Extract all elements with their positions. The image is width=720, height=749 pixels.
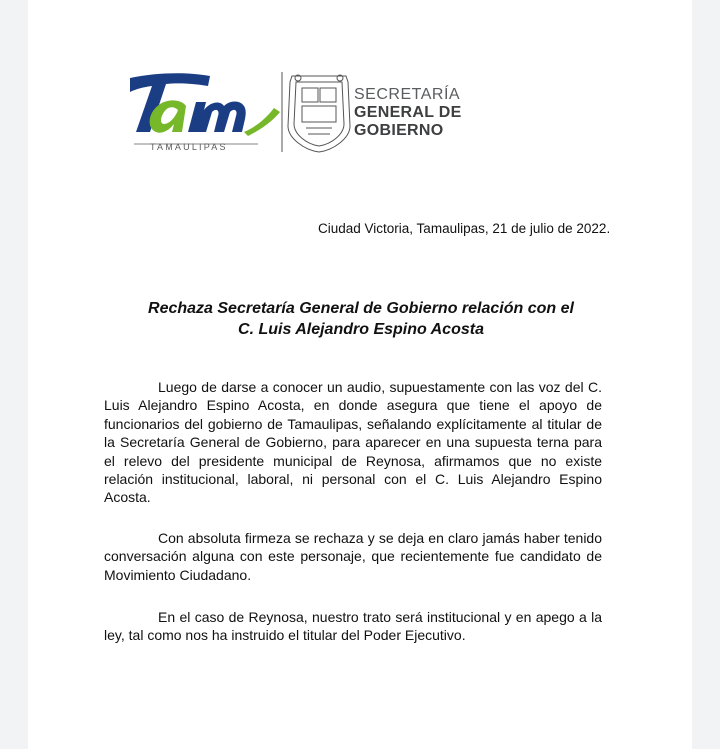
title-line-1: Rechaza Secretaría General de Gobierno relación con el (148, 300, 574, 317)
agency-line-2: GENERAL DE (354, 104, 462, 121)
logo-subtext: TAMAULIPAS (150, 142, 228, 152)
coat-of-arms-icon (288, 75, 350, 152)
title-line-2: C. Luis Alejandro Espino Acosta (238, 321, 484, 338)
tam-wordmark (130, 73, 280, 136)
agency-name (354, 86, 462, 140)
paragraph-2: Con absoluta firmeza se rechaza y se deja en claro jamás haber tenido conversación alguna con este personaje, que recientemente fue candidato de Movimiento Ciudadano. (104, 530, 602, 583)
agency-line-3: GOBIERNO (354, 122, 444, 139)
date-line: Ciudad Victoria, Tamaulipas, 21 de julio de 2022. (318, 221, 611, 236)
paragraph-3: En el caso de Reynosa, nuestro trato será institucional y en apego a la ley, tal como nos ha instruido el titular del Poder Ejecutivo. (104, 609, 602, 644)
document-title (108, 298, 614, 340)
paragraph-1: Luego de darse a conocer un audio, supuestamente con las voz del C. Luis Alejandro Espino Acosta, en donde asegura que tiene el apoyo de funcionarios del gobierno de Tamaulipas, señalando explícitamente al titular de la Secretaría General de Gobierno, para aparecer en una supuesta terna para el relevo del presidente municipal de Reynosa, afirmamos que no existe relación institucional, laboral, ni personal con el C. Luis Alejandro Espino Acosta. (104, 379, 602, 506)
agency-line-1: SECRETARÍA (354, 86, 461, 103)
